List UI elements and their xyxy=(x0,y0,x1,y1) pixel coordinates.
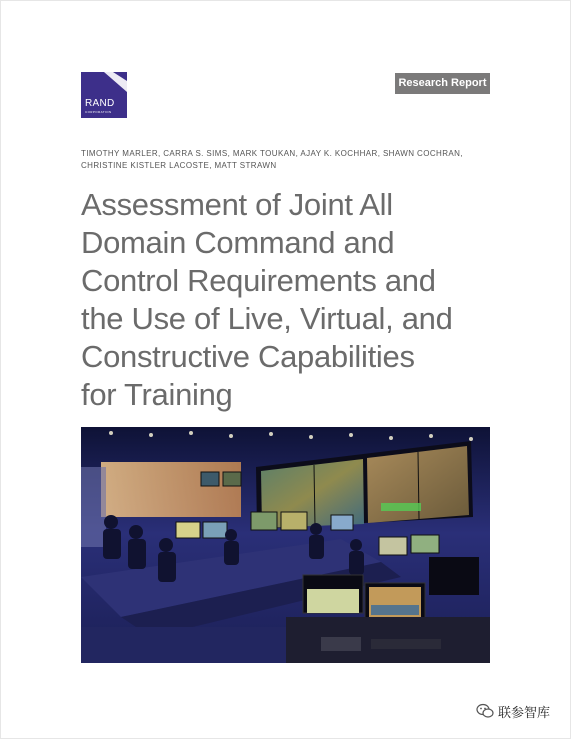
rand-logo xyxy=(81,72,127,118)
cover-photo-control-room xyxy=(81,427,490,663)
watermark-text: 联参智库 xyxy=(498,704,551,720)
title-line: Assessment of Joint All xyxy=(81,187,393,222)
control-room-illustration xyxy=(81,427,490,663)
report-title xyxy=(81,186,521,414)
logo-subtitle: CORPORATION xyxy=(85,110,112,114)
wechat-icon xyxy=(476,703,494,719)
title-line: for Training xyxy=(81,377,233,412)
title-line: Control Requirements and xyxy=(81,263,436,298)
wechat-watermark xyxy=(476,702,550,720)
author-list xyxy=(81,148,501,172)
title-line: the Use of Live, Virtual, and xyxy=(81,301,453,336)
author-line: TIMOTHY MARLER, CARRA S. SIMS, MARK TOUKAN, AJAY K. KOCHHAR, SHAWN COCHRAN, xyxy=(81,149,463,158)
logo-name: RAND xyxy=(85,98,115,109)
author-line: CHRISTINE KISTLER LACOSTE, MATT STRAWN xyxy=(81,161,277,170)
title-line: Domain Command and xyxy=(81,225,395,260)
report-type-badge: Research Report xyxy=(395,73,490,94)
title-line: Constructive Capabilities xyxy=(81,339,415,374)
